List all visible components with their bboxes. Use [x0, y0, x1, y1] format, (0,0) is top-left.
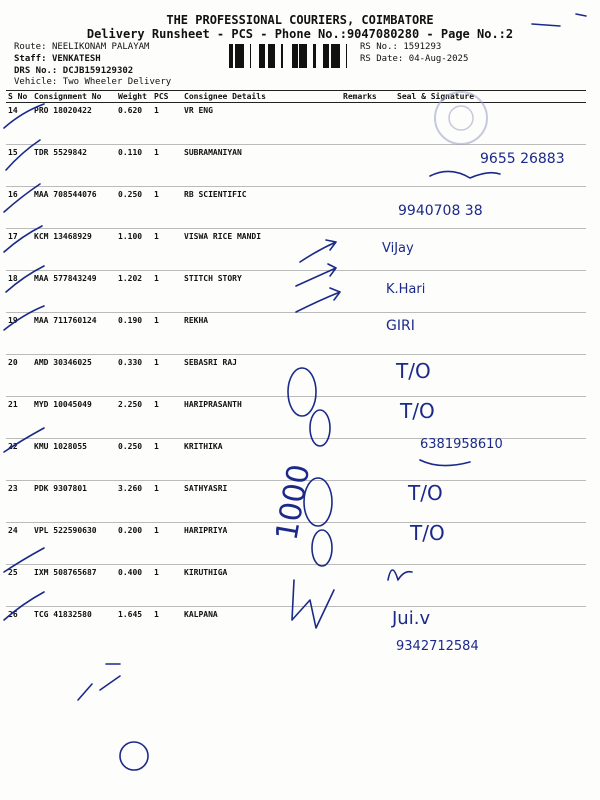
cell-remarks [341, 523, 395, 565]
table-row [6, 523, 586, 565]
cell-consignee: KIRUTHIGA [182, 565, 341, 607]
cell-weight: 0.620 [116, 103, 152, 145]
staff-line [14, 54, 101, 64]
cell-consignment: TDR 5529842 [32, 145, 116, 187]
col-weight: Weight [116, 91, 152, 103]
cell-consignee: REKHA [182, 313, 341, 355]
cell-weight: 0.110 [116, 145, 152, 187]
cell-remarks [341, 355, 395, 397]
cell-seal-signature [395, 481, 586, 523]
cell-pcs: 1 [154, 610, 159, 619]
cell-consignment: KCM 13468929 [32, 229, 116, 271]
cell-consignment: IXM 508765687 [32, 565, 116, 607]
cell-seal-signature [395, 397, 586, 439]
cell-remarks [341, 187, 395, 229]
cell-sno: 15 [6, 145, 32, 187]
cell-seal-signature [395, 523, 586, 565]
cell-weight: 3.260 [116, 481, 152, 523]
cell-consignment: VPL 522590630 [32, 523, 116, 565]
cell-remarks [341, 397, 395, 439]
cell-pcs: 1 [152, 229, 182, 271]
table-header-row [6, 91, 586, 103]
runsheet-subtitle: Delivery Runsheet - PCS - Phone No.:9047080280 - Page No.:2 [86, 27, 514, 41]
cell-weight: 0.250 [116, 187, 152, 229]
cell-sno: 26 [8, 610, 18, 619]
cell-sno: 24 [6, 523, 32, 565]
cell-remarks [341, 565, 395, 607]
cell-weight: 1.100 [116, 229, 152, 271]
rs-date-value: 04-Aug-2025 [408, 54, 469, 64]
cell-weight: 1.202 [116, 271, 152, 313]
table-row [6, 355, 586, 397]
cell-consignee: KALPANA [184, 610, 218, 619]
cell-pcs: 1 [152, 271, 182, 313]
vehicle-line [14, 77, 171, 87]
cell-pcs: 1 [152, 565, 182, 607]
cell-seal-signature [395, 439, 586, 481]
hw-phone-26: 9342712584 [396, 639, 479, 654]
cell-remarks [341, 313, 395, 355]
cell-remarks [341, 145, 395, 187]
cell-consignment: PDK 9307801 [32, 481, 116, 523]
hw-sign-19: GIRI [386, 318, 415, 334]
hw-sign-24: T/O [410, 521, 445, 545]
cell-pcs: 1 [152, 103, 182, 145]
vehicle-value: Two Wheeler Delivery [62, 77, 172, 87]
cell-seal-signature [395, 187, 586, 229]
cell-consignee: RB SCIENTIFIC [182, 187, 341, 229]
col-pcs: PCS [152, 91, 182, 103]
cell-sno: 20 [6, 355, 32, 397]
cell-weight: 0.250 [116, 439, 152, 481]
hw-sign-21: T/O [400, 399, 435, 423]
cell-pcs: 1 [152, 523, 182, 565]
cell-consignee: SEBASRI RAJ [182, 355, 341, 397]
drs-label: DRS No.: [14, 66, 58, 76]
cell-seal-signature [395, 103, 586, 145]
cell-seal-signature [395, 313, 586, 355]
col-seal-signature: Seal & Signature [395, 91, 586, 103]
route-value: NEELIKONAM PALAYAM [51, 42, 150, 52]
drs-barcode [229, 44, 355, 68]
cell-pcs: 1 [152, 187, 182, 229]
cell-consignee: STITCH STORY [182, 271, 341, 313]
cell-consignee: SUBRAMANIYAN [182, 145, 341, 187]
cell-remarks [341, 481, 395, 523]
margin-circled-mark [120, 742, 148, 770]
cell-pcs: 1 [152, 313, 182, 355]
margin-fraction-mark [78, 664, 120, 700]
cell-consignment: MYD 10045049 [32, 397, 116, 439]
route-label: Route: [14, 42, 47, 52]
cell-consignee: HARIPRIYA [182, 523, 341, 565]
cell-sno: 25 [6, 565, 32, 607]
cell-seal-signature [395, 565, 586, 607]
table-row [6, 565, 586, 607]
cell-weight: 0.330 [116, 355, 152, 397]
col-consignee: Consignee Details [182, 91, 341, 103]
hw-margin-total: 1000 [269, 461, 318, 544]
cell-weight: 0.200 [116, 523, 152, 565]
cell-pcs: 1 [152, 355, 182, 397]
cell-sno: 23 [6, 481, 32, 523]
cell-sno: 17 [6, 229, 32, 271]
cell-sno: 19 [6, 313, 32, 355]
cell-weight: 1.645 [118, 610, 143, 619]
vehicle-label: Vehicle: [14, 77, 58, 87]
cell-consignment: MAA 711760124 [32, 313, 116, 355]
cell-seal-signature [395, 355, 586, 397]
cell-seal-signature [395, 271, 586, 313]
rs-date-line [360, 54, 468, 64]
hw-sign-26: Jui.v [392, 608, 431, 629]
drs-value: DCJB159129302 [62, 66, 134, 76]
col-sno: S No [6, 91, 32, 103]
rs-no-label: RS No.: [360, 42, 398, 52]
col-remarks: Remarks [341, 91, 395, 103]
runsheet-table [6, 90, 586, 648]
cell-sno: 18 [6, 271, 32, 313]
cell-remarks [341, 229, 395, 271]
cell-weight: 2.250 [116, 397, 152, 439]
cell-consignment: KMU 1028055 [32, 439, 116, 481]
cell-remarks [341, 607, 395, 649]
hw-sign-20: T/O [396, 359, 431, 383]
cell-sno: 16 [6, 187, 32, 229]
table-row [6, 229, 586, 271]
rs-no-value: 1591293 [403, 42, 442, 52]
cell-consignment: MAA 577843249 [32, 271, 116, 313]
cell-seal-signature [395, 607, 586, 649]
cell-remarks [341, 439, 395, 481]
hw-phone-22: 6381958610 [420, 437, 503, 452]
cell-consignee: VISWA RICE MANDI [182, 229, 341, 271]
staff-label: Staff: [14, 54, 47, 64]
cell-consignee: VR ENG [182, 103, 341, 145]
cell-pcs: 1 [152, 145, 182, 187]
cell-sno: 14 [6, 103, 32, 145]
cell-sno: 21 [6, 397, 32, 439]
cell-consignment: MAA 708544076 [32, 187, 116, 229]
cell-seal-signature [395, 145, 586, 187]
hw-sign-23: T/O [408, 481, 443, 505]
table-row [6, 313, 586, 355]
hw-phone-16: 9940708 38 [398, 203, 483, 219]
hw-sign-18: K.Hari [386, 282, 426, 297]
table-row [6, 397, 586, 439]
cell-consignee: KRITHIKA [182, 439, 341, 481]
staff-value: VENKATESH [51, 54, 101, 64]
drs-line [14, 66, 133, 76]
table-row [6, 481, 586, 523]
cell-pcs: 1 [152, 481, 182, 523]
rs-date-label: RS Date: [360, 54, 404, 64]
cell-seal-signature [395, 229, 586, 271]
hw-phone-15: 9655 26883 [480, 151, 565, 167]
cell-pcs: 1 [152, 397, 182, 439]
table-row [6, 103, 586, 145]
cell-consignment: TCG 41832580 [34, 610, 92, 619]
cell-weight: 0.190 [116, 313, 152, 355]
cell-pcs: 1 [152, 439, 182, 481]
hw-sign-17: ViJay [382, 241, 414, 256]
col-consignment: Consignment No [32, 91, 116, 103]
table-row [6, 439, 586, 481]
cell-consignment: PRO 18020422 [32, 103, 116, 145]
cell-remarks [341, 103, 395, 145]
cell-remarks [341, 271, 395, 313]
cell-sno: 22 [6, 439, 32, 481]
cell-weight: 0.400 [116, 565, 152, 607]
cell-consignee: HARIPRASANTH [182, 397, 341, 439]
cell-consignment: AMD 30346025 [32, 355, 116, 397]
table-row [6, 187, 586, 229]
table-row [6, 145, 586, 187]
rs-no-line [360, 42, 441, 52]
runsheet-title: THE PROFESSIONAL COURIERS, COIMBATORE [166, 13, 434, 27]
route-line [14, 42, 149, 52]
table-row [6, 607, 586, 649]
cell-consignee: SATHYASRI [182, 481, 341, 523]
table-row [6, 271, 586, 313]
